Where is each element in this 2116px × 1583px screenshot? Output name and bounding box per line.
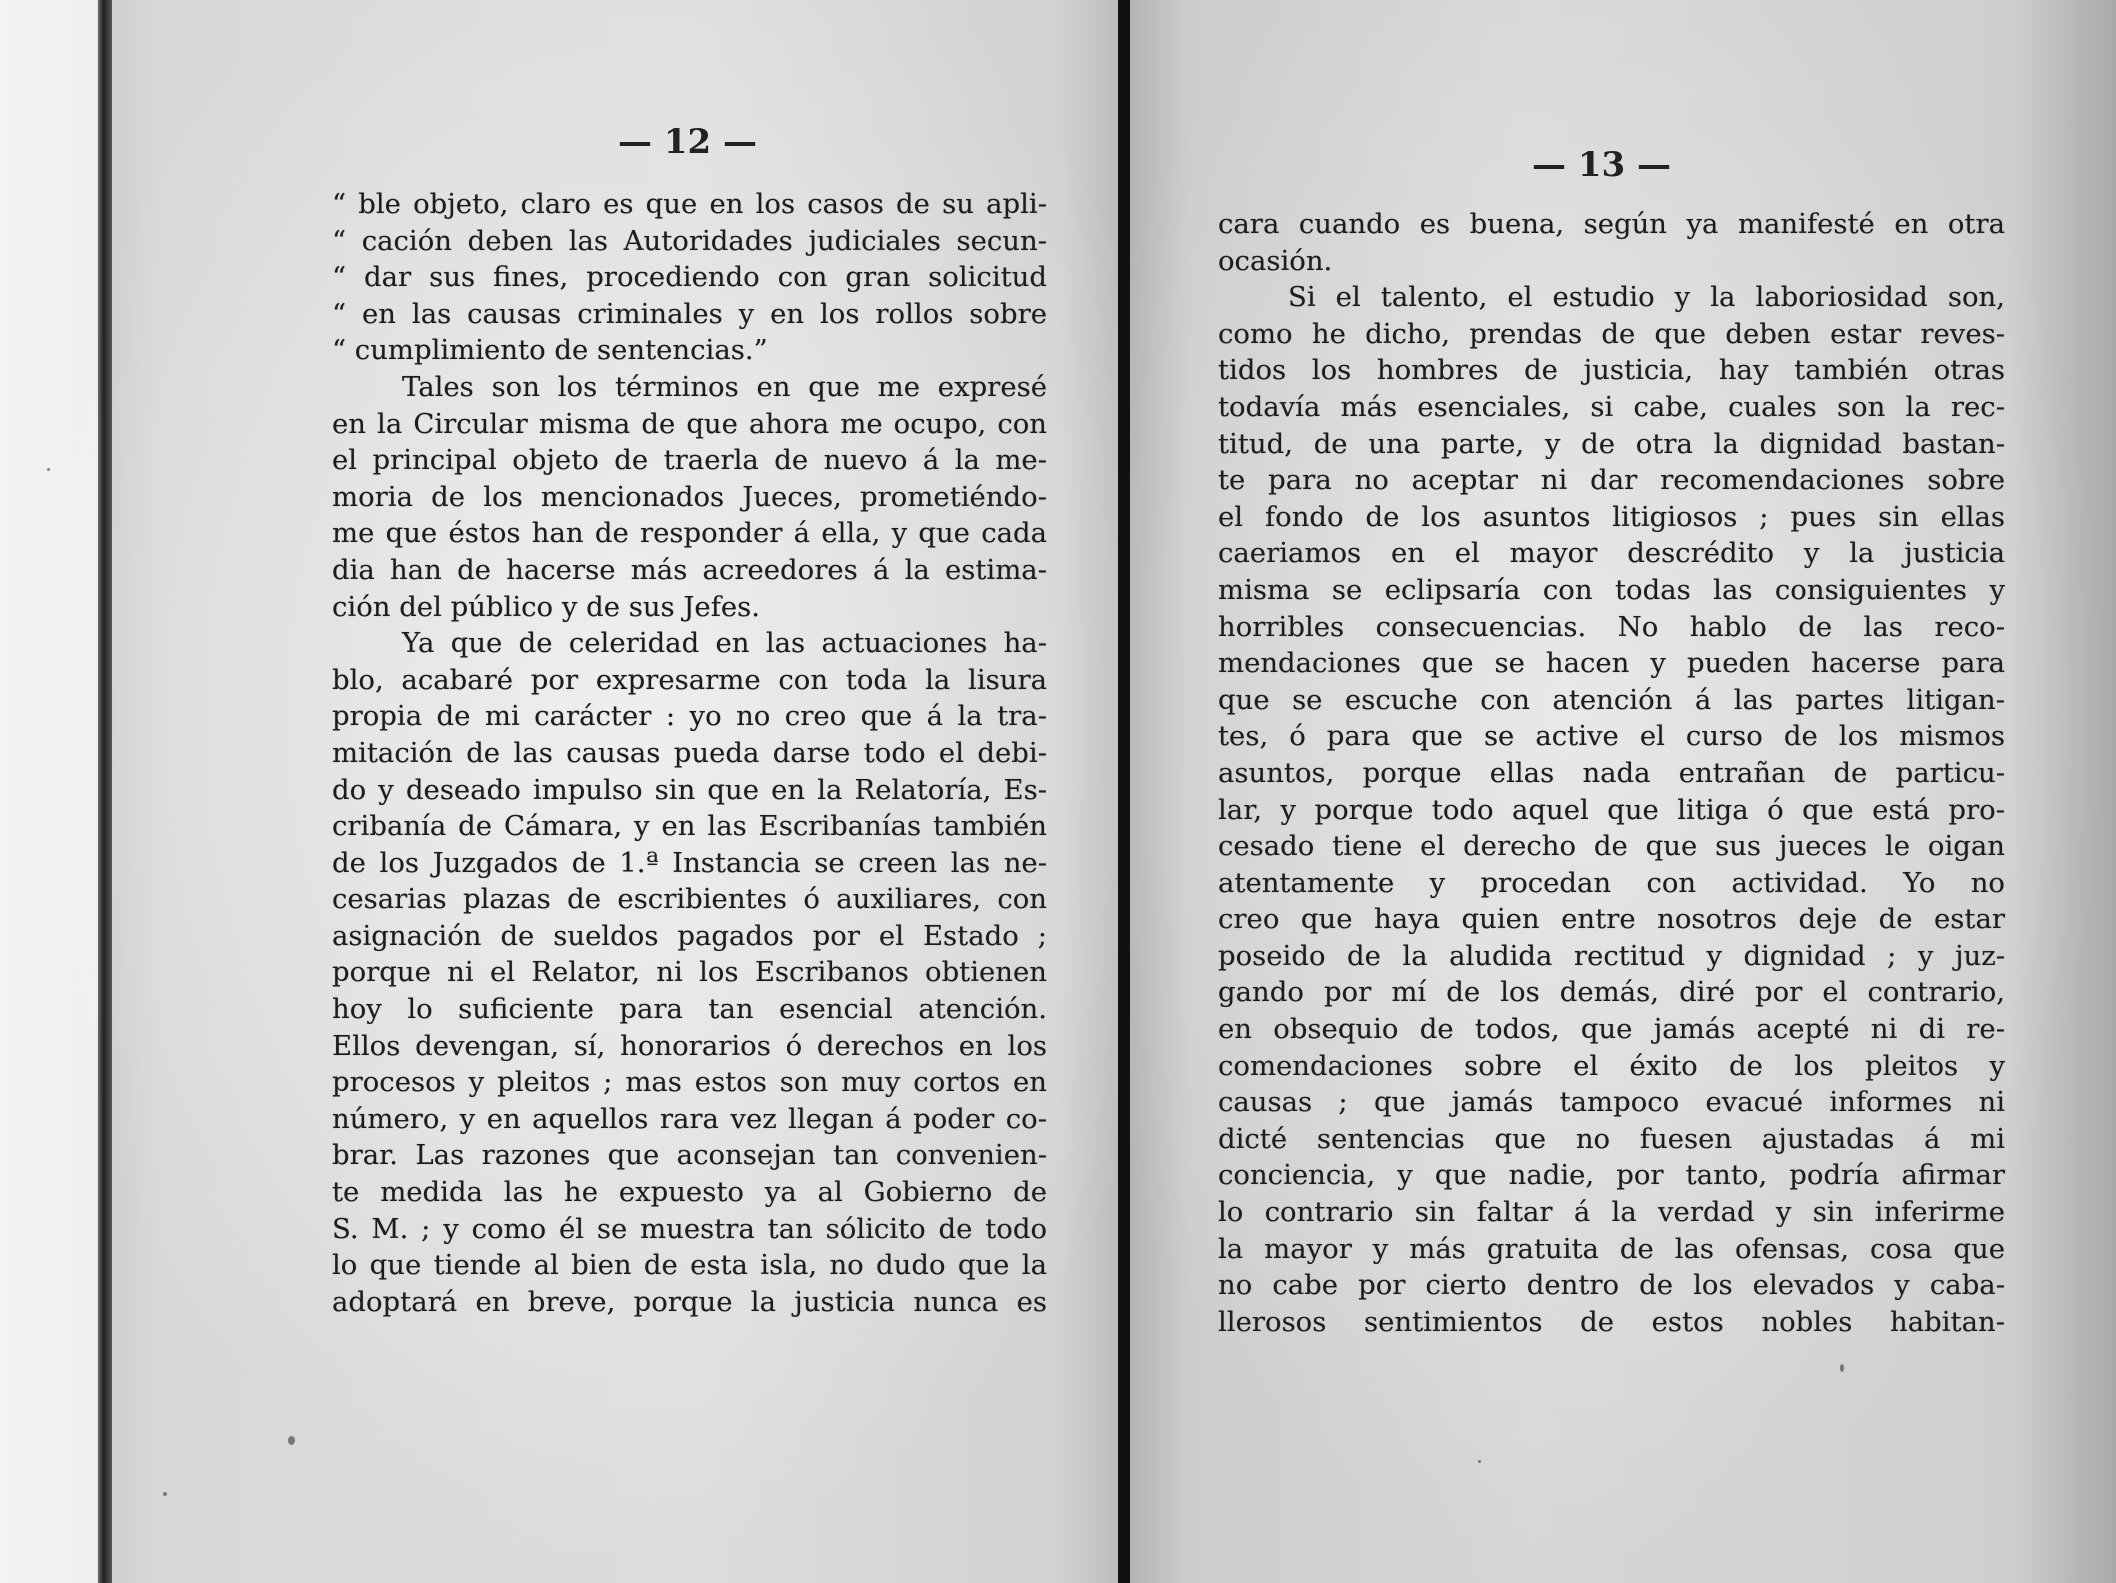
text-line: “ cación deben las Autoridades judiciales secun-	[332, 224, 1047, 257]
text-line: do y deseado impulso sin que en la Relatoría, Es-	[332, 773, 1047, 806]
text-line: cribanía de Cámara, y en las Escribanías también	[332, 810, 1047, 843]
text-line: dia han de hacerse más acreedores á la estima-	[332, 553, 1047, 586]
text-line: comendaciones sobre el éxito de los pleitos y	[1218, 1049, 2005, 1082]
text-line: número, y en aquellos rara vez llegan á poder co-	[332, 1102, 1047, 1135]
text-line: de los Juzgados de 1.ª Instancia se creen las ne-	[332, 846, 1047, 879]
text-line: que se escuche con atención á las partes litigan-	[1218, 683, 2005, 716]
text-line: mitación de las causas pueda darse todo el debi-	[332, 736, 1047, 769]
text-line: en la Circular misma de que ahora me ocupo, con	[332, 407, 1047, 440]
text-line: ocasión.	[1218, 244, 1333, 277]
text-line: atentamente y procedan con actividad. Yo no	[1218, 866, 2005, 899]
right-page	[1130, 0, 2116, 1583]
text-line: adoptará en breve, porque la justicia nunca es	[332, 1285, 1047, 1318]
text-line: porque ni el Relator, ni los Escribanos obtienen	[332, 956, 1047, 989]
text-line: lo contrario sin faltar á la verdad y sin inferirme	[1218, 1196, 2005, 1229]
text-line: procesos y pleitos ; mas estos son muy cortos en	[332, 1066, 1047, 1099]
text-line: Ellos devengan, sí, honorarios ó derechos en los	[332, 1029, 1047, 1062]
text-line: blo, acabaré por expresarme con toda la lisura	[332, 663, 1047, 696]
print-speck	[163, 1492, 167, 1496]
text-line: el fondo de los asuntos litigiosos ; pues sin ellas	[1218, 500, 2005, 533]
text-line: todavía más esenciales, si cabe, cuales son la rec-	[1218, 390, 2005, 423]
text-line: “ dar sus fines, procediendo con gran solicitud	[332, 261, 1047, 294]
text-line: causas ; que jamás tampoco evacué informes ni	[1218, 1086, 2005, 1119]
text-line: tes, ó para que se active el curso de los mismos	[1218, 720, 2005, 753]
text-line: Tales son los términos en que me expresé	[402, 370, 1047, 403]
text-line: la mayor y más gratuita de las ofensas, cosa que	[1218, 1232, 2005, 1265]
text-line: propia de mi carácter : yo no creo que á la tra-	[332, 700, 1047, 733]
text-line: el principal objeto de traerla de nuevo á la me-	[332, 444, 1047, 477]
page-number: — 13 —	[1532, 145, 1671, 185]
text-line: titud, de una parte, y de otra la dignidad bastan-	[1218, 427, 2005, 460]
text-line: no cabe por cierto dentro de los elevados y caba-	[1218, 1269, 2005, 1302]
text-line: conciencia, y que nadie, por tanto, podría afirmar	[1218, 1159, 2005, 1192]
print-speck	[47, 468, 50, 471]
text-line: dicté sentencias que no fuesen ajustadas á mi	[1218, 1122, 2005, 1155]
text-line: cara cuando es buena, según ya manifesté en otra	[1218, 208, 2005, 240]
text-line: asignación de sueldos pagados por el Estado ;	[332, 919, 1047, 952]
text-line: cesarias plazas de escribientes ó auxiliares, con	[332, 883, 1047, 916]
text-line: te medida las he expuesto ya al Gobierno de	[332, 1176, 1047, 1209]
text-line: poseido de la aludida rectitud y dignidad ; y juz-	[1218, 939, 2005, 972]
text-line: “ cumplimiento de sentencias.”	[332, 334, 768, 367]
print-speck	[1478, 1460, 1481, 1463]
print-speck	[288, 1436, 295, 1445]
text-line: llerosos sentimientos de estos nobles habitan-	[1218, 1305, 2005, 1338]
text-line: lar, y porque todo aquel que litiga ó que está pro-	[1218, 793, 2005, 826]
text-line: Si el talento, el estudio y la laboriosidad son,	[1288, 281, 2005, 314]
text-line: gando por mí de los demás, diré por el contrario,	[1218, 976, 2005, 1009]
text-line: caeriamos en el mayor descrédito y la justicia	[1218, 537, 2005, 570]
text-line: hoy lo suficiente para tan esencial atención.	[332, 993, 1047, 1026]
text-line: lo que tiende al bien de esta isla, no dudo que la	[332, 1249, 1047, 1282]
text-line: misma se eclipsaría con todas las consiguientes y	[1218, 573, 2005, 606]
text-line: moria de los mencionados Jueces, prometiéndo-	[332, 480, 1047, 513]
text-line: como he dicho, prendas de que deben estar reves-	[1218, 317, 2005, 350]
text-line: cesado tiene el derecho de que sus jueces le oigan	[1218, 830, 2005, 863]
text-line: creo que haya quien entre nosotros deje de estar	[1218, 903, 2005, 936]
text-line: mendaciones que se hacen y pueden hacerse para	[1218, 647, 2005, 680]
text-line: me que éstos han de responder á ella, y que cada	[332, 517, 1047, 550]
text-line: tidos los hombres de justicia, hay también otras	[1218, 354, 2005, 387]
text-line: “ en las causas criminales y en los rollos sobre	[332, 297, 1047, 330]
page-text	[332, 186, 1047, 1320]
text-line: ción del público y de sus Jefes.	[332, 590, 761, 623]
page-number: — 12 —	[618, 122, 757, 162]
text-line: “ ble objeto, claro es que en los casos de su apli-	[332, 188, 1047, 220]
text-line: asuntos, porque ellas nada entrañan de particu-	[1218, 756, 2005, 789]
text-line: S. M. ; y como él se muestra tan sólicito de todo	[332, 1212, 1047, 1245]
page-edge-shadow	[98, 0, 112, 1583]
page-text	[1218, 206, 2005, 1340]
text-line: te para no aceptar ni dar recomendaciones sobre	[1218, 464, 2005, 497]
text-line: brar. Las razones que aconsejan tan convenien-	[332, 1139, 1047, 1172]
text-line: horribles consecuencias. No hablo de las reco-	[1218, 610, 2005, 643]
print-speck	[1840, 1364, 1844, 1372]
text-line: en obsequio de todos, que jamás acepté ni di re-	[1218, 1013, 2005, 1046]
text-line: Ya que de celeridad en las actuaciones ha-	[402, 627, 1047, 660]
